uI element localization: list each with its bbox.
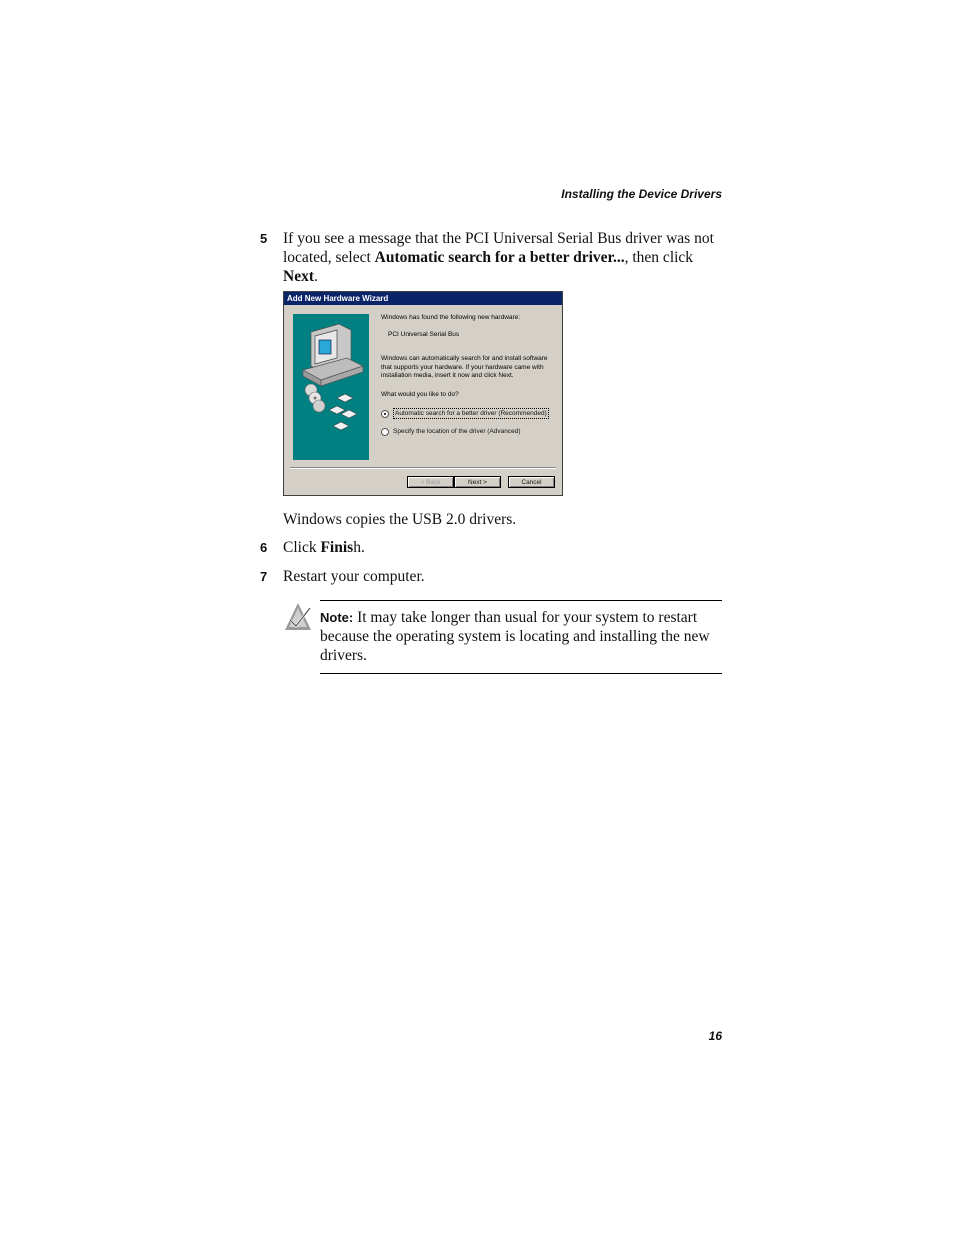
after-dialog-text: Windows copies the USB 2.0 drivers.: [283, 511, 517, 528]
wizard-computer-illustration: [293, 314, 369, 460]
step-emphasis: Automatic search for a better driver...: [374, 249, 625, 266]
dialog-titlebar: Add New Hardware Wizard: [284, 292, 562, 305]
add-hardware-wizard-dialog: [283, 291, 563, 496]
note-bottom-rule: [320, 673, 722, 674]
running-head: Installing the Device Drivers: [561, 187, 722, 201]
found-hardware-text: Windows has found the following new hardware:: [381, 314, 521, 321]
step-text-part: Click: [283, 539, 321, 556]
computer-icon: [293, 314, 369, 460]
note-pencil-icon: [284, 602, 312, 637]
note-label: Note:: [320, 610, 354, 625]
option-automatic-search[interactable]: [381, 408, 549, 419]
step-emphasis: Next: [283, 268, 314, 285]
step-number: 5: [260, 231, 268, 246]
radio-selected-icon[interactable]: [381, 410, 389, 418]
step-emphasis: Finis: [320, 539, 354, 556]
note-top-rule: [320, 600, 722, 601]
radio-unselected-icon[interactable]: [381, 428, 389, 436]
cancel-button[interactable]: Cancel: [508, 476, 555, 488]
step-text-part: , then click: [624, 249, 694, 266]
device-name: PCI Universal Serial Bus: [388, 331, 460, 338]
search-description: Windows can automatically search for and install software that supports your hardware. If your hardware came with installation media, insert it now and click Next.: [381, 355, 548, 379]
step-6: [260, 538, 722, 557]
step-text-part: .: [314, 268, 318, 285]
question-text: What would you like to do?: [381, 391, 459, 398]
step-text-part: Restart your computer.: [283, 568, 425, 585]
back-button[interactable]: < Back: [407, 476, 454, 488]
dialog-separator: [290, 467, 556, 469]
step-text: [283, 538, 722, 557]
step-7: [260, 567, 722, 586]
page-number: 16: [708, 1029, 722, 1043]
option-specify-location[interactable]: [381, 427, 521, 436]
step-text: [283, 567, 722, 586]
step-number: 7: [260, 569, 268, 584]
next-button[interactable]: Next >: [454, 476, 501, 488]
step-text: [283, 229, 722, 286]
note-body: It may take longer than usual for your system to restart because the operating system is locating and installing the new drivers.: [320, 609, 710, 664]
step-5: [260, 229, 722, 286]
step-text-part: h.: [353, 539, 365, 556]
option-label: Specify the location of the driver (Advanced): [393, 428, 521, 435]
step-number: 6: [260, 540, 268, 555]
step-text-part: If you see a message that the PCI Universal Serial Bus driver was not located, select: [283, 230, 714, 266]
option-label: Automatic search for a better driver (Recommended): [395, 410, 547, 417]
note-text: [320, 608, 720, 665]
